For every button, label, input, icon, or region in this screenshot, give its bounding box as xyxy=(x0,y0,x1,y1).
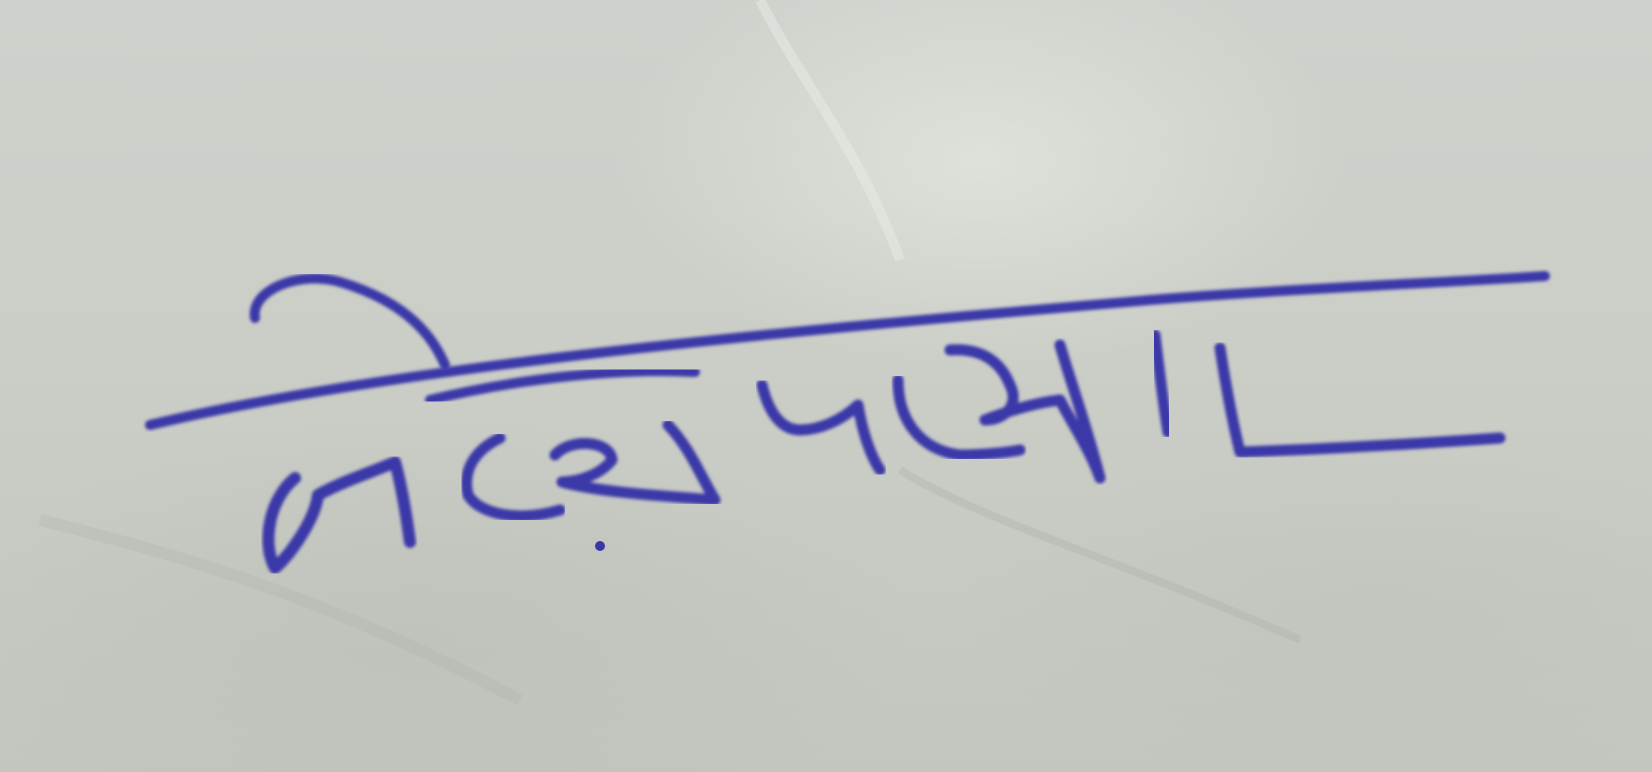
signature-short-stroke xyxy=(430,371,695,400)
signature-glyph-na xyxy=(268,462,410,568)
signature-dot xyxy=(595,541,605,551)
signature-strokes xyxy=(150,276,1545,568)
signature-glyph-ra xyxy=(467,438,560,516)
signature-hook-stroke xyxy=(255,278,445,365)
signature-glyph-na2 xyxy=(555,425,715,500)
signature-glyph-aa xyxy=(1155,335,1168,432)
signature-glyph-pa xyxy=(762,385,880,470)
signature-top-stroke xyxy=(150,276,1545,425)
signature-glyph-ra-final xyxy=(1220,348,1500,452)
